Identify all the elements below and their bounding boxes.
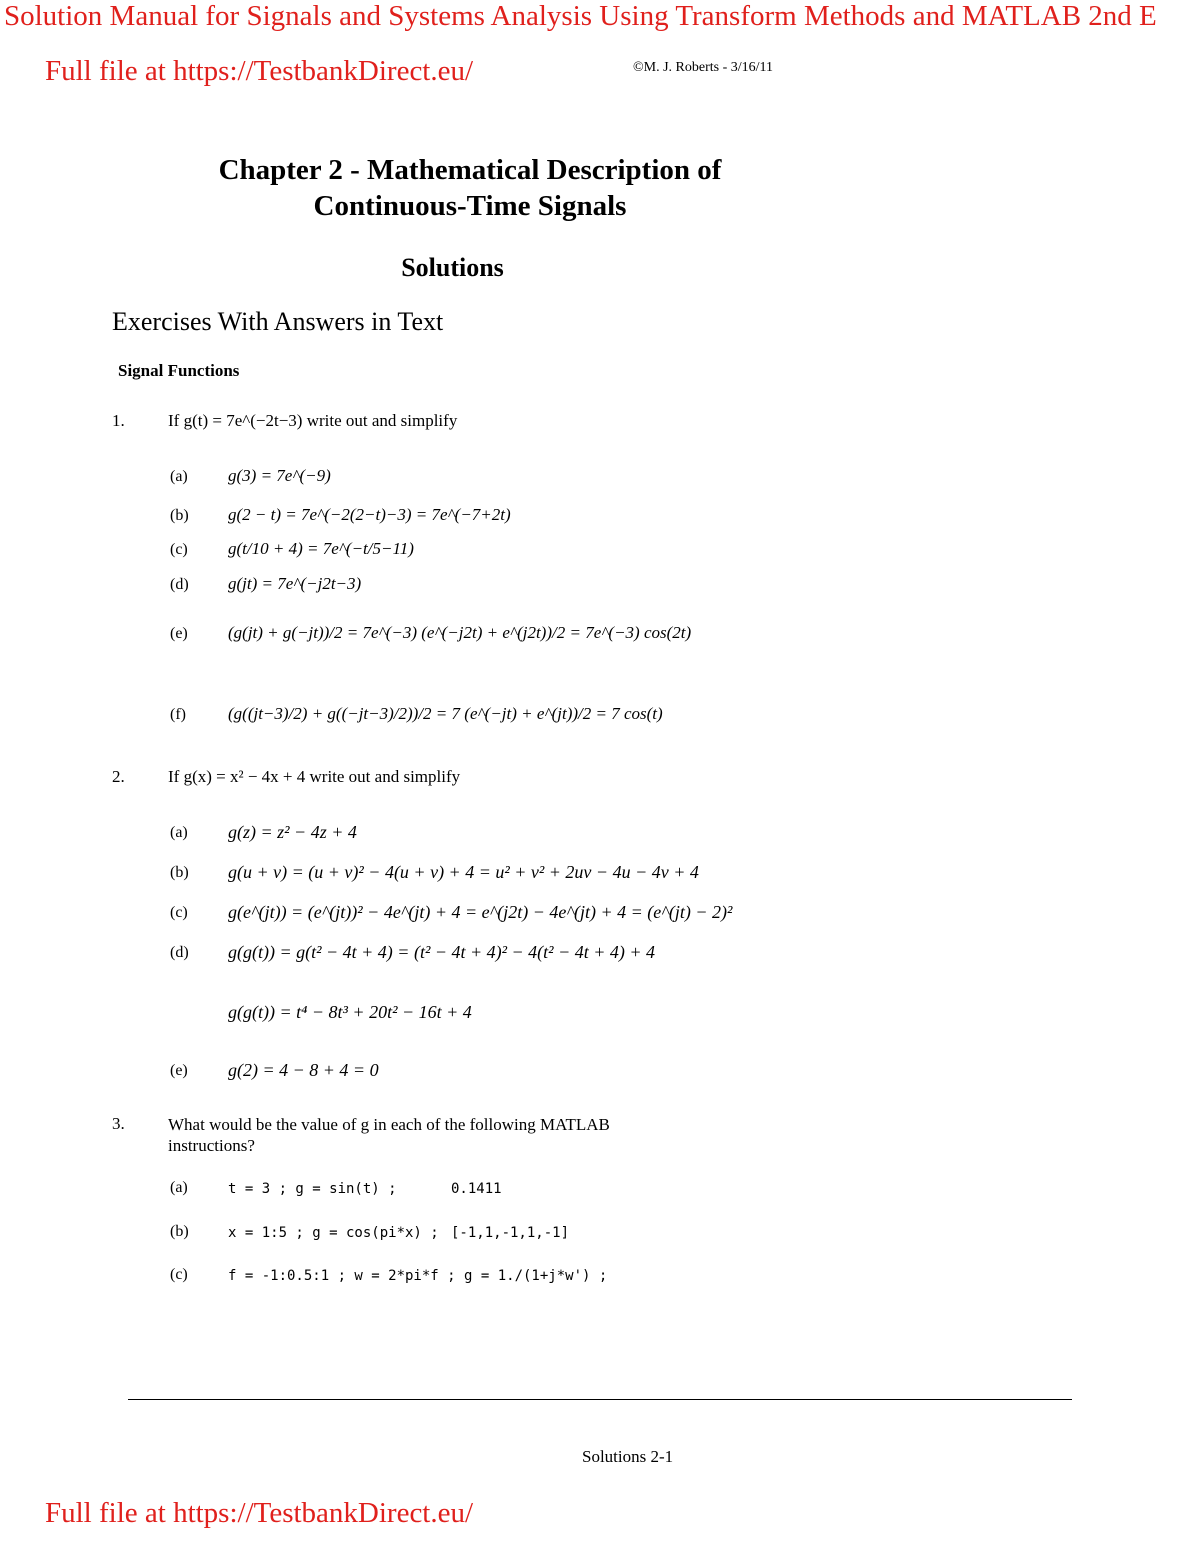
chapter-title-line2: Continuous-Time Signals [313, 190, 627, 222]
problem-1-statement: If g(t) = 7e^(−2t−3) write out and simplify [168, 411, 458, 430]
p2-part-d-eq-continued: g(g(t)) = t⁴ − 8t³ + 20t² − 16t + 4 [228, 1002, 472, 1022]
problem-1-number: 1. [112, 411, 125, 430]
p1-part-c-eq: g(t/10 + 4) = 7e^(−t/5−11) [228, 539, 414, 558]
p1-part-f-eq: (g((jt−3)/2) + g((−jt−3)/2))/2 = 7 (e^(−jt) + e^(jt))/2 = 7 cos(t) [228, 704, 663, 723]
p3-part-c-label: (c) [170, 1266, 188, 1283]
p1-part-a-label: (a) [170, 468, 188, 485]
p2-part-d-label: (d) [170, 944, 189, 961]
p3-part-a-answer: 0.1411 [451, 1181, 502, 1197]
p3-part-b-answer: [-1,1,-1,1,-1] [451, 1225, 570, 1241]
p1-part-d-eq: g(jt) = 7e^(−j2t−3) [228, 574, 362, 593]
banner-link-bottom[interactable]: Full file at https://TestbankDirect.eu/ [45, 1497, 474, 1529]
section-title: Exercises With Answers in Text [112, 307, 444, 336]
p2-part-c-label: (c) [170, 904, 188, 921]
p2-part-b-label: (b) [170, 864, 189, 881]
copyright: ©M. J. Roberts - 3/16/11 [633, 60, 774, 75]
p1-part-b-label: (b) [170, 507, 189, 524]
p2-part-d-eq: g(g(t)) = g(t² − 4t + 4) = (t² − 4t + 4)² − 4(t² − 4t + 4) + 4 [228, 942, 655, 962]
problem-2-number: 2. [112, 767, 125, 786]
p1-part-e-label: (e) [170, 625, 188, 642]
page-footer: Solutions 2-1 [582, 1447, 674, 1466]
p1-part-d-label: (d) [170, 576, 189, 593]
problem-3-statement: What would be the value of g in each of the following MATLAB instructions? [168, 1115, 610, 1155]
solutions-title: Solutions [401, 253, 504, 282]
p2-part-a-label: (a) [170, 824, 188, 841]
p1-part-c-label: (c) [170, 541, 188, 558]
p1-part-a-eq: g(3) = 7e^(−9) [228, 466, 331, 485]
p2-part-a-eq: g(z) = z² − 4z + 4 [228, 822, 357, 842]
p2-part-b-eq: g(u + v) = (u + v)² − 4(u + v) + 4 = u² + v² + 2uv − 4u − 4v + 4 [228, 862, 699, 882]
p3-part-b-code: x = 1:5 ; g = cos(pi*x) ; [228, 1225, 439, 1241]
p2-part-e-label: (e) [170, 1062, 188, 1079]
chapter-title-line1: Chapter 2 - Mathematical Description of [218, 154, 722, 186]
p2-part-c-eq: g(e^(jt)) = (e^(jt))² − 4e^(jt) + 4 = e^(j2t) − 4e^(jt) + 4 = (e^(jt) − 2)² [228, 902, 733, 922]
p1-part-b-eq: g(2 − t) = 7e^(−2(2−t)−3) = 7e^(−7+2t) [228, 505, 511, 524]
banner-link-top[interactable]: Full file at https://TestbankDirect.eu/ [45, 55, 474, 87]
p3-part-a-code: t = 3 ; g = sin(t) ; [228, 1181, 397, 1197]
banner-top: Solution Manual for Signals and Systems Analysis Using Transform Methods and MATLAB 2nd E [4, 0, 1157, 32]
footer-divider [128, 1399, 1072, 1400]
problem-3-number: 3. [112, 1114, 125, 1133]
p3-part-b-label: (b) [170, 1223, 189, 1240]
p3-part-a-label: (a) [170, 1179, 188, 1196]
p3-part-c-code: f = -1:0.5:1 ; w = 2*pi*f ; g = 1./(1+j*w') ; [228, 1268, 608, 1284]
subsection-title: Signal Functions [118, 361, 240, 380]
p1-part-f-label: (f) [170, 706, 186, 723]
p2-part-e-eq: g(2) = 4 − 8 + 4 = 0 [228, 1060, 379, 1080]
problem-2-statement: If g(x) = x² − 4x + 4 write out and simplify [168, 767, 461, 786]
p1-part-e-eq: (g(jt) + g(−jt))/2 = 7e^(−3) (e^(−j2t) + e^(j2t))/2 = 7e^(−3) cos(2t) [228, 623, 692, 642]
